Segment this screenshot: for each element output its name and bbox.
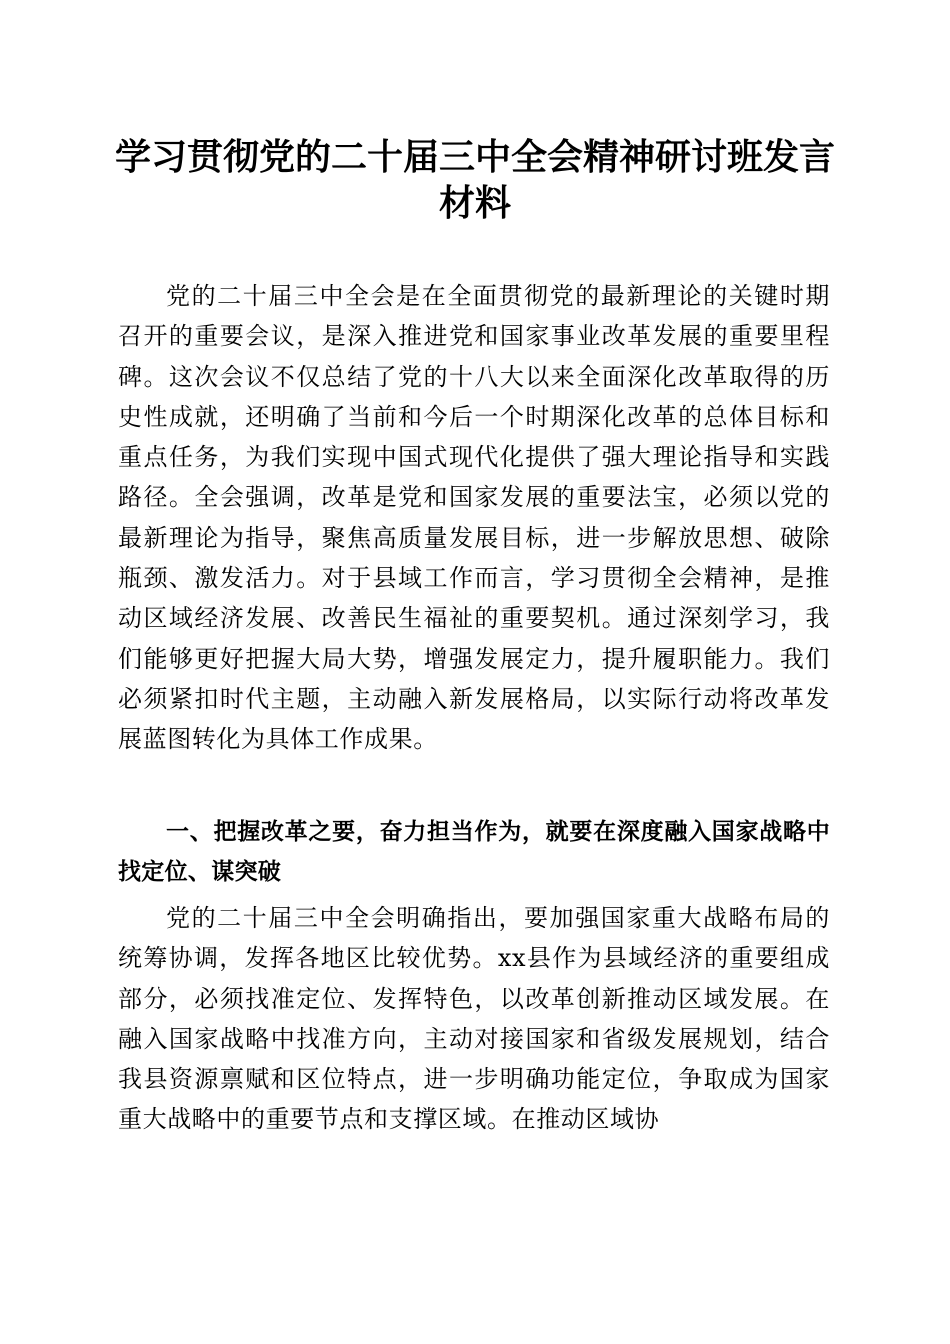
body-paragraph-1: 党的二十届三中全会是在全面贯彻党的最新理论的关键时期召开的重要会议，是深入推进党和国家事业改革发展的重要里程碑。这次会议不仅总结了党的十八大以来全面深化改革取得的历史性成就，还明确了当前和今后一个时期深化改革的总体目标和重点任务，为我们实现中国式现代化提供了强大理论指导和实践路径。全会强调，改革是党和国家发展的重要法宝，必须以党的最新理论为指导，聚焦高质量发展目标，进一步解放思想、破除瓶颈、激发活力。对于县域工作而言，学习贯彻全会精神，是推动区域经济发展、改善民生福祉的重要契机。通过深刻学习，我们能够更好把握大局大势，增强发展定力，提升履职能力。我们必须紧扣时代主题，主动融入新发展格局，以实际行动将改革发展蓝图转化为具体工作成果。 [118,282,830,754]
section-heading-1: 一、把握改革之要，奋力担当作为，就要在深度融入国家战略中找定位、谋突破 [118,819,830,886]
document-title: 学习贯彻党的二十届三中全会精神研讨班发言材料 [114,136,835,224]
body-paragraph-2: 党的二十届三中全会明确指出，要加强国家重大战略布局的统筹协调，发挥各地区比较优势。xx县作为县域经济的重要组成部分，必须找准定位、发挥特色，以改革创新推动区域发展。在融入国家战略中找准方向，主动对接国家和省级发展规划，结合我县资源禀赋和区位特点，进一步明确功能定位，争取成为国家重大战略中的重要节点和支撑区域。在推动区域协 [118,904,830,1134]
